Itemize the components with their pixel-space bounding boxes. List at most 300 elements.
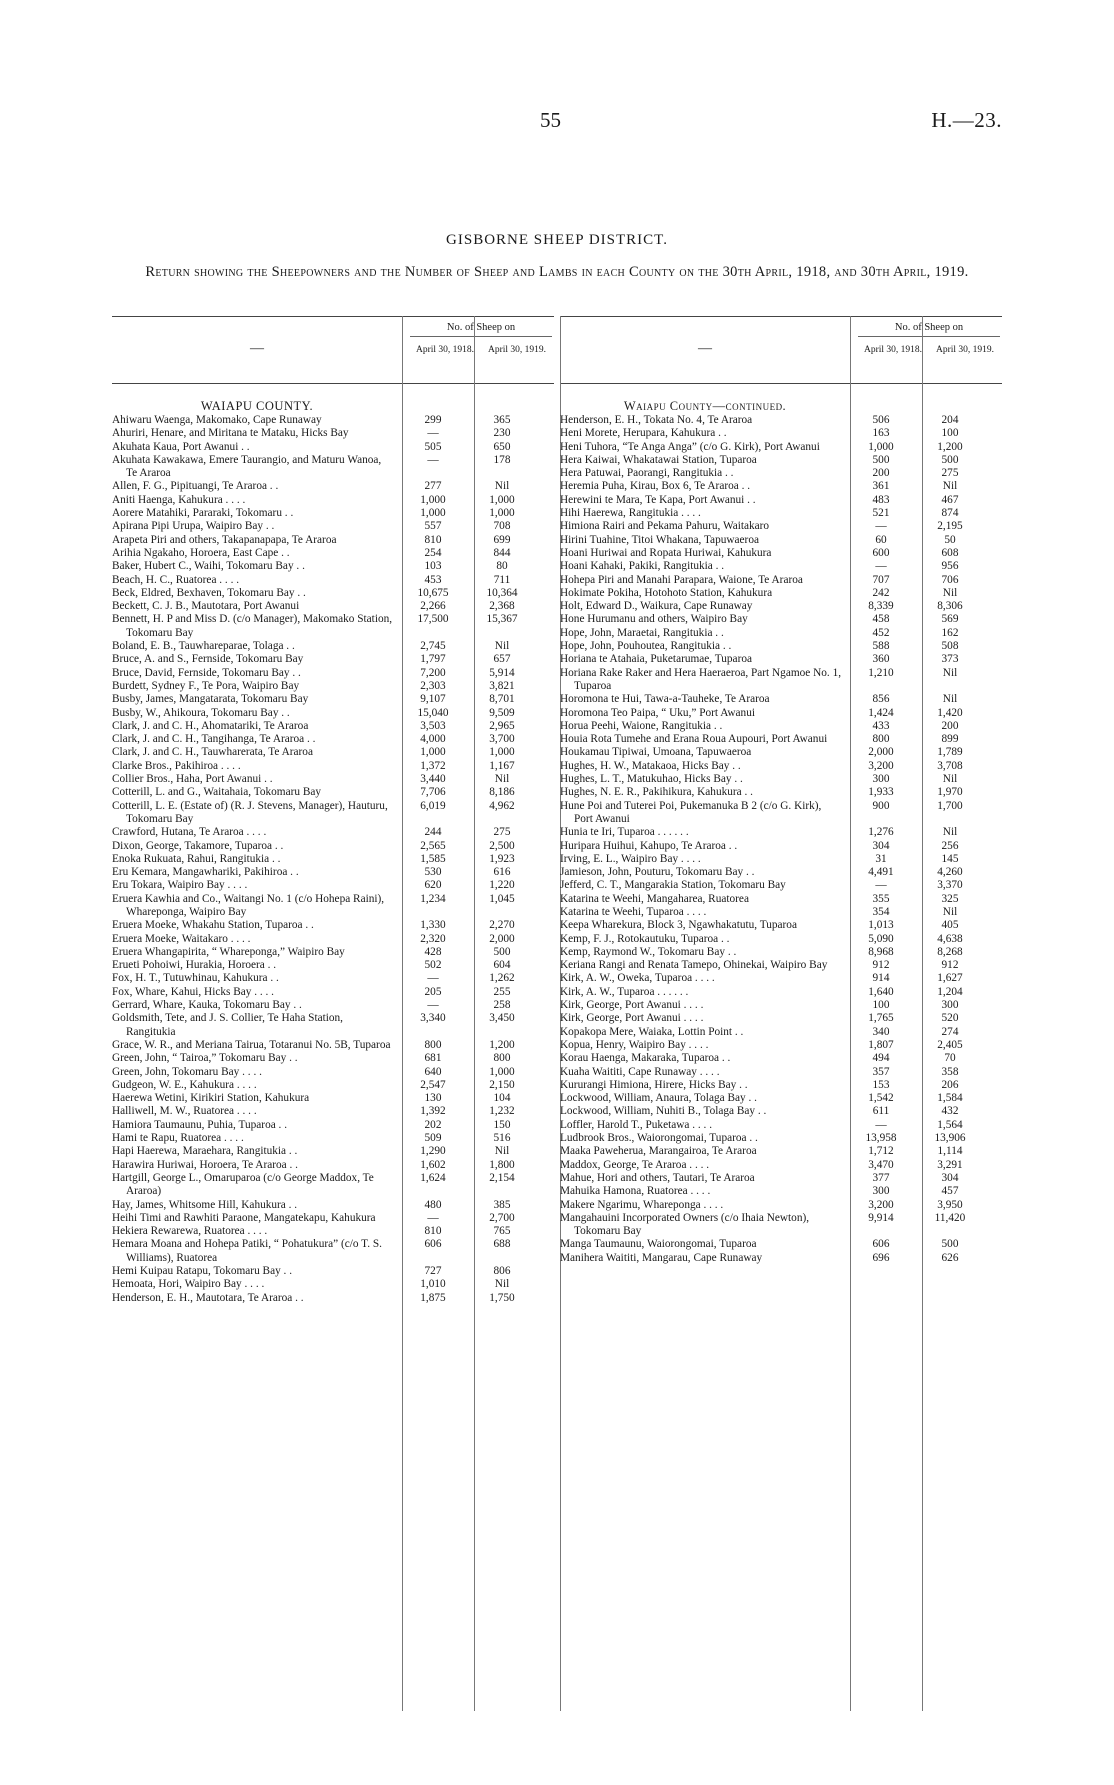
sheep-1919: 145 xyxy=(941,852,959,865)
sheep-1919: 1,204 xyxy=(937,985,963,998)
table-row xyxy=(112,760,554,773)
table-row xyxy=(112,826,554,839)
sheep-1919: 520 xyxy=(941,1012,959,1025)
sheep-1919: 70 xyxy=(944,1052,956,1065)
sheep-1919: 230 xyxy=(493,427,511,440)
owner-name: Manihera Waititi, Mangarau, Cape Runaway xyxy=(560,1251,763,1264)
table-row xyxy=(112,999,554,1012)
owner-name: Grace, W. R., and Meriana Tairua, Totaranui No. 5B, Tuparoa xyxy=(112,1038,391,1051)
owner-name: Hay, James, Whitsome Hill, Kahukura . . xyxy=(112,1198,298,1211)
sheep-1918: — xyxy=(875,560,887,573)
sheep-1919: 4,638 xyxy=(937,932,963,945)
sheep-1918: 452 xyxy=(872,626,890,639)
sheep-1918: 1,330 xyxy=(420,919,446,932)
owner-name: Hami te Rapu, Ruatorea . . . . xyxy=(112,1132,244,1145)
table-row xyxy=(112,1225,554,1238)
owner-name: Maaka Paweherua, Marangairoa, Te Araroa xyxy=(560,1145,757,1158)
owner-name: Allen, F. G., Pipituangi, Te Araroa . . xyxy=(112,480,279,493)
owner-name: Hekiera Rewarewa, Ruatorea . . . . xyxy=(112,1225,268,1238)
sheep-1919: 300 xyxy=(941,999,959,1012)
table-row xyxy=(112,840,554,853)
sheep-1919: Nil xyxy=(494,1278,510,1291)
sheep-1918: 299 xyxy=(424,414,442,426)
table-row xyxy=(112,746,554,759)
table-row xyxy=(112,667,554,680)
table-row xyxy=(112,560,554,573)
owner-name: Hihi Haerewa, Rangitukia . . . . xyxy=(560,507,701,520)
table-row xyxy=(112,1012,554,1039)
sheep-1918: 2,266 xyxy=(420,600,446,613)
sheep-1919: 2,965 xyxy=(489,719,515,732)
sheep-1919: 1,750 xyxy=(489,1291,515,1304)
table-row xyxy=(560,853,1002,866)
owner-name: Hokimate Pokiha, Hotohoto Station, Kahukura xyxy=(560,586,773,599)
sheep-1919: 608 xyxy=(941,546,959,559)
sheep-1918: 130 xyxy=(424,1092,442,1105)
table-row xyxy=(112,534,554,547)
owner-name: Hemoata, Hori, Waipiro Bay . . . . xyxy=(112,1278,265,1291)
year-1919-header: April 30, 1919. xyxy=(487,345,547,355)
sheep-1918: 810 xyxy=(424,1225,442,1238)
sheep-1919: 699 xyxy=(493,533,511,546)
owner-name: Hune Poi and Tuterei Poi, Pukemanuka B 2 (c/o G. Kirk), Port Awanui xyxy=(560,799,822,825)
sheep-1918: 3,470 xyxy=(868,1158,894,1171)
owner-name: Kopua, Henry, Waipiro Bay . . . . xyxy=(560,1038,709,1051)
sheep-return-table xyxy=(112,316,1002,1711)
sheep-1919: 844 xyxy=(493,546,511,559)
sheep-1919: 8,306 xyxy=(937,600,963,613)
sheep-1919: 1,000 xyxy=(489,1065,515,1078)
sheep-1918: — xyxy=(875,1118,887,1131)
owner-name: Hone Hurumanu and others, Waipiro Bay xyxy=(560,613,748,626)
sheep-1918: — xyxy=(427,1211,439,1224)
sheep-1919: 432 xyxy=(941,1105,959,1118)
sheep-1918: 2,000 xyxy=(868,746,894,759)
sheep-1918: 800 xyxy=(872,733,890,746)
owner-name: Irving, E. L., Waipiro Bay . . . . xyxy=(560,852,701,865)
owner-name: Fox, Whare, Kahui, Hicks Bay . . . . xyxy=(112,985,275,998)
sheep-1919: 899 xyxy=(941,733,959,746)
owner-name: Mahuika Hamona, Ruatorea . . . . xyxy=(560,1185,711,1198)
owner-name: Collier Bros., Haha, Port Awanui . . xyxy=(112,773,273,786)
sheep-1918: 1,424 xyxy=(868,706,894,719)
sheep-1918: 10,675 xyxy=(417,586,449,599)
sheep-1918: 8,968 xyxy=(868,945,894,958)
table-row xyxy=(112,693,554,706)
sheep-1918: 357 xyxy=(872,1065,890,1078)
owner-name: Beach, H. C., Ruatorea . . . . xyxy=(112,573,240,586)
sheep-1918: 620 xyxy=(424,879,442,892)
sheep-1919: 500 xyxy=(493,945,511,958)
table-row xyxy=(112,1119,554,1132)
owner-name: Arapeta Piri and others, Takapanapapa, Te Araroa xyxy=(112,533,337,546)
owner-name: Hughes, N. E. R., Pakihikura, Kahukura . . xyxy=(560,786,753,799)
sheep-1919: 405 xyxy=(941,919,959,932)
sheep-1918: 304 xyxy=(872,839,890,852)
sheep-1919: 457 xyxy=(941,1185,959,1198)
table-row xyxy=(560,1105,1002,1118)
owner-name: Horiana te Atahaia, Puketarumae, Tuparoa xyxy=(560,653,752,666)
owner-name: Horomona Teo Paipa, “ Uku,” Port Awanui xyxy=(560,706,755,719)
sheep-1919: 9,509 xyxy=(489,706,515,719)
table-row xyxy=(112,1265,554,1278)
sheep-1918: 17,500 xyxy=(417,613,449,626)
sheep-1918: 483 xyxy=(872,493,890,506)
sheep-1919: 2,154 xyxy=(489,1171,515,1184)
table-row xyxy=(560,1119,1002,1132)
sheep-1919: 1,584 xyxy=(937,1092,963,1105)
owner-name: Heremia Puha, Kirau, Box 6, Te Araroa . . xyxy=(560,480,751,493)
sheep-1919: 1,262 xyxy=(489,972,515,985)
table-row xyxy=(560,560,1002,573)
sheep-1918: 1,542 xyxy=(868,1092,894,1105)
sheep-1919: 1,627 xyxy=(937,972,963,985)
table-row xyxy=(560,494,1002,507)
owner-name: Hohepa Piri and Manahi Parapara, Waione, Te Araroa xyxy=(560,573,803,586)
sheep-1918: 13,958 xyxy=(865,1132,897,1145)
sheep-1919: 1,420 xyxy=(937,706,963,719)
table-row xyxy=(112,733,554,746)
sheep-1918: 1,010 xyxy=(420,1278,446,1291)
sheep-1919: 1,000 xyxy=(489,746,515,759)
table-row xyxy=(560,480,1002,493)
table-row xyxy=(560,786,1002,799)
sheep-1919: 258 xyxy=(493,999,511,1012)
table-row xyxy=(560,986,1002,999)
sheep-1918: 1,585 xyxy=(420,852,446,865)
sheep-1919: 11,420 xyxy=(934,1211,966,1224)
sheep-1919: 500 xyxy=(941,453,959,466)
county-heading: WAIAPU COUNTY. xyxy=(200,399,314,413)
sheep-1919: 800 xyxy=(493,1052,511,1065)
owner-name: Kuaha Waititi, Cape Runaway . . . . xyxy=(560,1065,720,1078)
owner-name: Hemara Moana and Hohepa Patiki, “ Pohatukura” (c/o T. S. Williams), Ruatorea xyxy=(112,1238,382,1264)
sheep-1918: 428 xyxy=(424,945,442,958)
table-row xyxy=(112,1132,554,1145)
table-row xyxy=(560,1012,1002,1025)
table-row xyxy=(560,893,1002,906)
sheep-1918: 1,013 xyxy=(868,919,894,932)
sheep-1918: 696 xyxy=(872,1251,890,1264)
sheep-1919: 3,821 xyxy=(489,679,515,692)
sheep-1918: 9,914 xyxy=(868,1211,894,1224)
sheep-1918: 242 xyxy=(872,586,890,599)
table-row xyxy=(112,1079,554,1092)
sheep-1918: — xyxy=(427,972,439,985)
sheep-1918: 606 xyxy=(424,1238,442,1251)
owner-name: Lockwood, William, Anaura, Tolaga Bay . . xyxy=(560,1092,757,1105)
sheep-1919: 4,260 xyxy=(937,866,963,879)
sheep-1919: 650 xyxy=(493,440,511,453)
owner-name: Harawira Huriwai, Horoera, Te Araroa . . xyxy=(112,1158,298,1171)
sheep-1919: 1,167 xyxy=(489,759,515,772)
sheep-1918: 1,290 xyxy=(420,1145,446,1158)
owner-name: Katarina te Weehi, Tuparoa . . . . xyxy=(560,905,707,918)
table-row xyxy=(560,1052,1002,1065)
sheep-1919: 806 xyxy=(493,1265,511,1277)
sheep-1918: 2,745 xyxy=(420,640,446,653)
owner-name: Eruera Whangapirita, “ Whareponga,” Waipiro Bay xyxy=(112,945,345,958)
sheep-1918: 377 xyxy=(872,1171,890,1184)
sheep-1919: 3,950 xyxy=(937,1198,963,1211)
table-row xyxy=(560,733,1002,746)
owner-name: Hemi Kuipau Ratapu, Tokomaru Bay . . xyxy=(112,1265,293,1277)
sheep-1918: — xyxy=(427,453,439,466)
sheep-1918: 480 xyxy=(424,1198,442,1211)
owner-name: Ludbrook Bros., Waiorongomai, Tuparoa . . xyxy=(560,1132,758,1145)
sheep-1919: 200 xyxy=(941,719,959,732)
sheep-1919: 178 xyxy=(493,453,511,466)
table-row xyxy=(112,800,554,827)
sheep-1919: 275 xyxy=(493,826,511,839)
sheep-1919: 1,114 xyxy=(937,1145,963,1158)
owner-name: Korau Haenga, Makaraka, Tuparoa . . xyxy=(560,1052,731,1065)
table-row xyxy=(112,441,554,454)
owner-name: Eruera Kawhia and Co., Waitangi No. 1 (c/o Hohepa Raini), Whareponga, Waipiro Bay xyxy=(112,892,385,918)
sheep-1918: 900 xyxy=(872,799,890,812)
sheep-1918: 509 xyxy=(424,1132,442,1145)
sheep-1918: 7,200 xyxy=(420,666,446,679)
owner-name: Busby, W., Ahikoura, Tokomaru Bay . . xyxy=(112,706,290,719)
owner-name: Houkamau Tipiwai, Umoana, Tapuwaeroa xyxy=(560,746,752,759)
owner-name: Horomona te Hui, Tawa-a-Tauheke, Te Araroa xyxy=(560,693,770,706)
sheep-1918: 254 xyxy=(424,546,442,559)
table-row xyxy=(112,1212,554,1225)
table-row xyxy=(112,653,554,666)
table-row xyxy=(560,600,1002,613)
sheep-1919: 385 xyxy=(493,1198,511,1211)
sheep-1919: 2,405 xyxy=(937,1038,963,1051)
owner-name: Horua Peehi, Waione, Rangitukia . . xyxy=(560,719,723,732)
sheep-1919: 1,789 xyxy=(937,746,963,759)
owner-name: Crawford, Hutana, Te Araroa . . . . xyxy=(112,826,267,839)
table-row xyxy=(560,840,1002,853)
owner-name: Kirk, A. W., Tuparoa . . . . . . xyxy=(560,985,689,998)
sheep-1918: 1,807 xyxy=(868,1038,894,1051)
table-row xyxy=(560,534,1002,547)
table-row xyxy=(560,760,1002,773)
sheep-1918: — xyxy=(875,879,887,892)
sheep-1919: 516 xyxy=(493,1132,511,1145)
table-row xyxy=(560,1079,1002,1092)
sheep-1919: Nil xyxy=(494,773,510,786)
sheep-1919: 1,200 xyxy=(937,440,963,453)
owner-name: Hamiora Taumaunu, Puhia, Tuparoa . . xyxy=(112,1118,288,1131)
sheep-1918: 506 xyxy=(872,414,890,426)
table-row xyxy=(560,826,1002,839)
sheep-1919: 3,708 xyxy=(937,759,963,772)
table-row xyxy=(112,680,554,693)
owner-name: Hera Patuwai, Paorangi, Rangitukia . . xyxy=(560,467,734,480)
sheep-1918: 1,000 xyxy=(420,507,446,520)
sheep-1919: 100 xyxy=(941,427,959,440)
owner-name: Eru Tokara, Waipiro Bay . . . . xyxy=(112,879,248,892)
sheep-1919: Nil xyxy=(942,666,958,679)
sheep-1919: 8,701 xyxy=(489,693,515,706)
sheep-1919: 15,367 xyxy=(486,613,518,626)
owner-name: Bennett, H. P and Miss D. (c/o Manager), Makomako Station, Tokomaru Bay xyxy=(112,613,393,639)
table-row xyxy=(560,773,1002,786)
page-number: 55 xyxy=(540,108,561,132)
table-row xyxy=(112,507,554,520)
sheep-1918: 200 xyxy=(872,467,890,480)
owner-name: Hoani Kahaki, Pakiki, Rangitukia . . xyxy=(560,560,725,573)
sheep-1918: 640 xyxy=(424,1065,442,1078)
owner-name: Erueti Pohoiwi, Hurakia, Horoera . . xyxy=(112,959,277,972)
sheep-1918: 60 xyxy=(875,533,887,546)
sheep-1918: 3,340 xyxy=(420,1012,446,1025)
owner-name: Eruera Moeke, Whakahu Station, Tuparoa . . xyxy=(112,919,314,932)
sheep-1918: 4,000 xyxy=(420,733,446,746)
sheep-1918: — xyxy=(427,999,439,1012)
sheep-1919: 3,700 xyxy=(489,733,515,746)
sheep-1919: 2,270 xyxy=(489,919,515,932)
table-row xyxy=(560,454,1002,467)
owner-name: Bruce, A. and S., Fernside, Tokomaru Bay xyxy=(112,653,304,666)
table-row xyxy=(560,574,1002,587)
right-column xyxy=(560,316,1002,1711)
table-row xyxy=(560,1252,1002,1265)
sheep-1918: 1,276 xyxy=(868,826,894,839)
sheep-1918: 300 xyxy=(872,773,890,786)
year-1918-header: April 30, 1918. xyxy=(415,345,475,355)
sheep-1919: 2,500 xyxy=(489,839,515,852)
sheep-1919: 80 xyxy=(496,560,508,573)
sheep-1919: 706 xyxy=(941,573,959,586)
sheep-1918: 5,090 xyxy=(868,932,894,945)
sheep-1919: 508 xyxy=(941,640,959,653)
owner-name: Cotterill, L. E. (Estate of) (R. J. Stevens, Manager), Hauturu, Tokomaru Bay xyxy=(112,799,388,825)
sheep-1919: Nil xyxy=(494,1145,510,1158)
owner-name: Keepa Wharekura, Block 3, Ngawhakatutu, Tuparoa xyxy=(560,919,797,932)
owner-name: Bruce, David, Fernside, Tokomaru Bay . . xyxy=(112,666,301,679)
table-row xyxy=(560,414,1002,427)
owner-name: Hoani Huriwai and Ropata Huriwai, Kahukura xyxy=(560,546,772,559)
owner-name: Ahuriri, Henare, and Miritana te Mataku, Hicks Bay xyxy=(112,427,349,440)
table-row xyxy=(560,879,1002,892)
sheep-1919: 1,970 xyxy=(937,786,963,799)
owner-name: Maddox, George, Te Araroa . . . . xyxy=(560,1158,710,1171)
sheep-1919: 4,962 xyxy=(489,799,515,812)
sheep-1919: 2,368 xyxy=(489,600,515,613)
owner-name: Manga Taumaunu, Waiorongomai, Tuparoa xyxy=(560,1238,757,1251)
sheep-1918: 914 xyxy=(872,972,890,985)
sheep-1919: 626 xyxy=(941,1251,959,1264)
sheep-1919: 2,000 xyxy=(489,932,515,945)
owner-name: Beckett, C. J. B., Mautotara, Port Awanui xyxy=(112,600,300,613)
table-row xyxy=(560,1238,1002,1251)
owner-name: Gudgeon, W. E., Kahukura . . . . xyxy=(112,1078,257,1091)
owner-name: Hope, John, Pouhoutea, Rangitukia . . xyxy=(560,640,732,653)
sheep-1919: 8,186 xyxy=(489,786,515,799)
name-column-header: — xyxy=(250,341,264,356)
sheep-1918: 340 xyxy=(872,1025,890,1038)
owner-name: Apirana Pipi Urupa, Waipiro Bay . . xyxy=(112,520,275,533)
sheep-1918: 1,624 xyxy=(420,1171,446,1184)
sheep-1919: 912 xyxy=(941,959,959,972)
owner-name: Henderson, E. H., Mautotara, Te Araroa . . xyxy=(112,1291,304,1304)
sheep-1919: 204 xyxy=(941,414,959,426)
sheep-1918: 100 xyxy=(872,999,890,1012)
owner-name: Himiona Rairi and Pekama Pahuru, Waitakaro xyxy=(560,520,770,533)
owner-name: Baker, Hubert C., Waihi, Tokomaru Bay . . xyxy=(112,560,305,573)
sheep-1919: 2,195 xyxy=(937,520,963,533)
owner-name: Lockwood, William, Nuhiti B., Tolaga Bay . . xyxy=(560,1105,767,1118)
left-column-body xyxy=(112,384,554,1305)
owner-name: Arihia Ngakaho, Horoera, East Cape . . xyxy=(112,546,290,559)
sheep-count-header: No. of Sheep on xyxy=(410,322,552,337)
sheep-1919: 1,800 xyxy=(489,1158,515,1171)
owner-name: Aorere Matahiki, Pararaki, Tokomaru . . xyxy=(112,507,294,520)
sheep-1918: 2,320 xyxy=(420,932,446,945)
sheep-1918: 681 xyxy=(424,1052,442,1065)
sheep-1918: 2,547 xyxy=(420,1078,446,1091)
owner-name: Boland, E. B., Tauwhareparae, Tolaga . . xyxy=(112,640,295,653)
owner-name: Heni Tuhora, “Te Anga Anga” (c/o G. Kirk), Port Awanui xyxy=(560,440,820,453)
table-row xyxy=(112,919,554,932)
owner-name: Kemp, Raymond W., Tokomaru Bay . . xyxy=(560,945,737,958)
sheep-1918: 1,712 xyxy=(868,1145,894,1158)
table-row xyxy=(560,906,1002,919)
sheep-1918: 2,303 xyxy=(420,679,446,692)
sheep-1919: 162 xyxy=(941,626,959,639)
table-row xyxy=(112,972,554,985)
owner-name: Henderson, E. H., Tokata No. 4, Te Araroa xyxy=(560,414,753,426)
table-row xyxy=(560,866,1002,879)
table-row xyxy=(560,1145,1002,1158)
owner-name: Gerrard, Whare, Kauka, Tokomaru Bay . . xyxy=(112,999,302,1012)
table-row xyxy=(560,1159,1002,1172)
table-row xyxy=(560,1172,1002,1185)
table-row xyxy=(560,520,1002,533)
sheep-1919: 50 xyxy=(944,533,956,546)
sheep-1918: 300 xyxy=(872,1185,890,1198)
sheep-1918: 1,000 xyxy=(420,746,446,759)
table-row xyxy=(560,507,1002,520)
owner-name: Goldsmith, Tete, and J. S. Collier, Te Haha Station, Rangitukia xyxy=(112,1012,343,1038)
sheep-1919: 365 xyxy=(493,414,511,426)
sheep-1919: 325 xyxy=(941,892,959,905)
sheep-1919: 1,232 xyxy=(489,1105,515,1118)
sheep-1918: 7,706 xyxy=(420,786,446,799)
table-row xyxy=(560,1066,1002,1079)
owner-name: Hirini Tuahine, Titoi Whakana, Tapuwaeroa xyxy=(560,533,759,546)
sheep-1919: Nil xyxy=(942,693,958,706)
owner-name: Heihi Timi and Rawhiti Paraone, Mangatekapu, Kahukura xyxy=(112,1211,376,1224)
sheep-1919: 765 xyxy=(493,1225,511,1238)
sheep-1919: 1,220 xyxy=(489,879,515,892)
sheep-1919: 274 xyxy=(941,1025,959,1038)
sheep-1919: Nil xyxy=(942,773,958,786)
owner-name: Green, John, Tokomaru Bay . . . . xyxy=(112,1065,262,1078)
table-row xyxy=(112,547,554,560)
sheep-1918: 1,234 xyxy=(420,892,446,905)
sheep-1919: 150 xyxy=(493,1118,511,1131)
sheep-1918: — xyxy=(427,427,439,440)
table-row xyxy=(560,933,1002,946)
table-row xyxy=(112,866,554,879)
sheep-1919: 1,700 xyxy=(937,799,963,812)
year-1918-header: April 30, 1918. xyxy=(863,345,923,355)
table-row xyxy=(112,600,554,613)
owner-name: Heni Morete, Herupara, Kahukura . . xyxy=(560,427,727,440)
sheep-1918: 557 xyxy=(424,520,442,533)
sheep-1918: 707 xyxy=(872,573,890,586)
sheep-1918: 521 xyxy=(872,507,890,520)
owner-name: Eru Kemara, Mangawhariki, Pakihiroa . . xyxy=(112,866,299,879)
owner-name: Hope, John, Maraetai, Rangitukia . . xyxy=(560,626,724,639)
sheep-1919: 3,291 xyxy=(937,1158,963,1171)
